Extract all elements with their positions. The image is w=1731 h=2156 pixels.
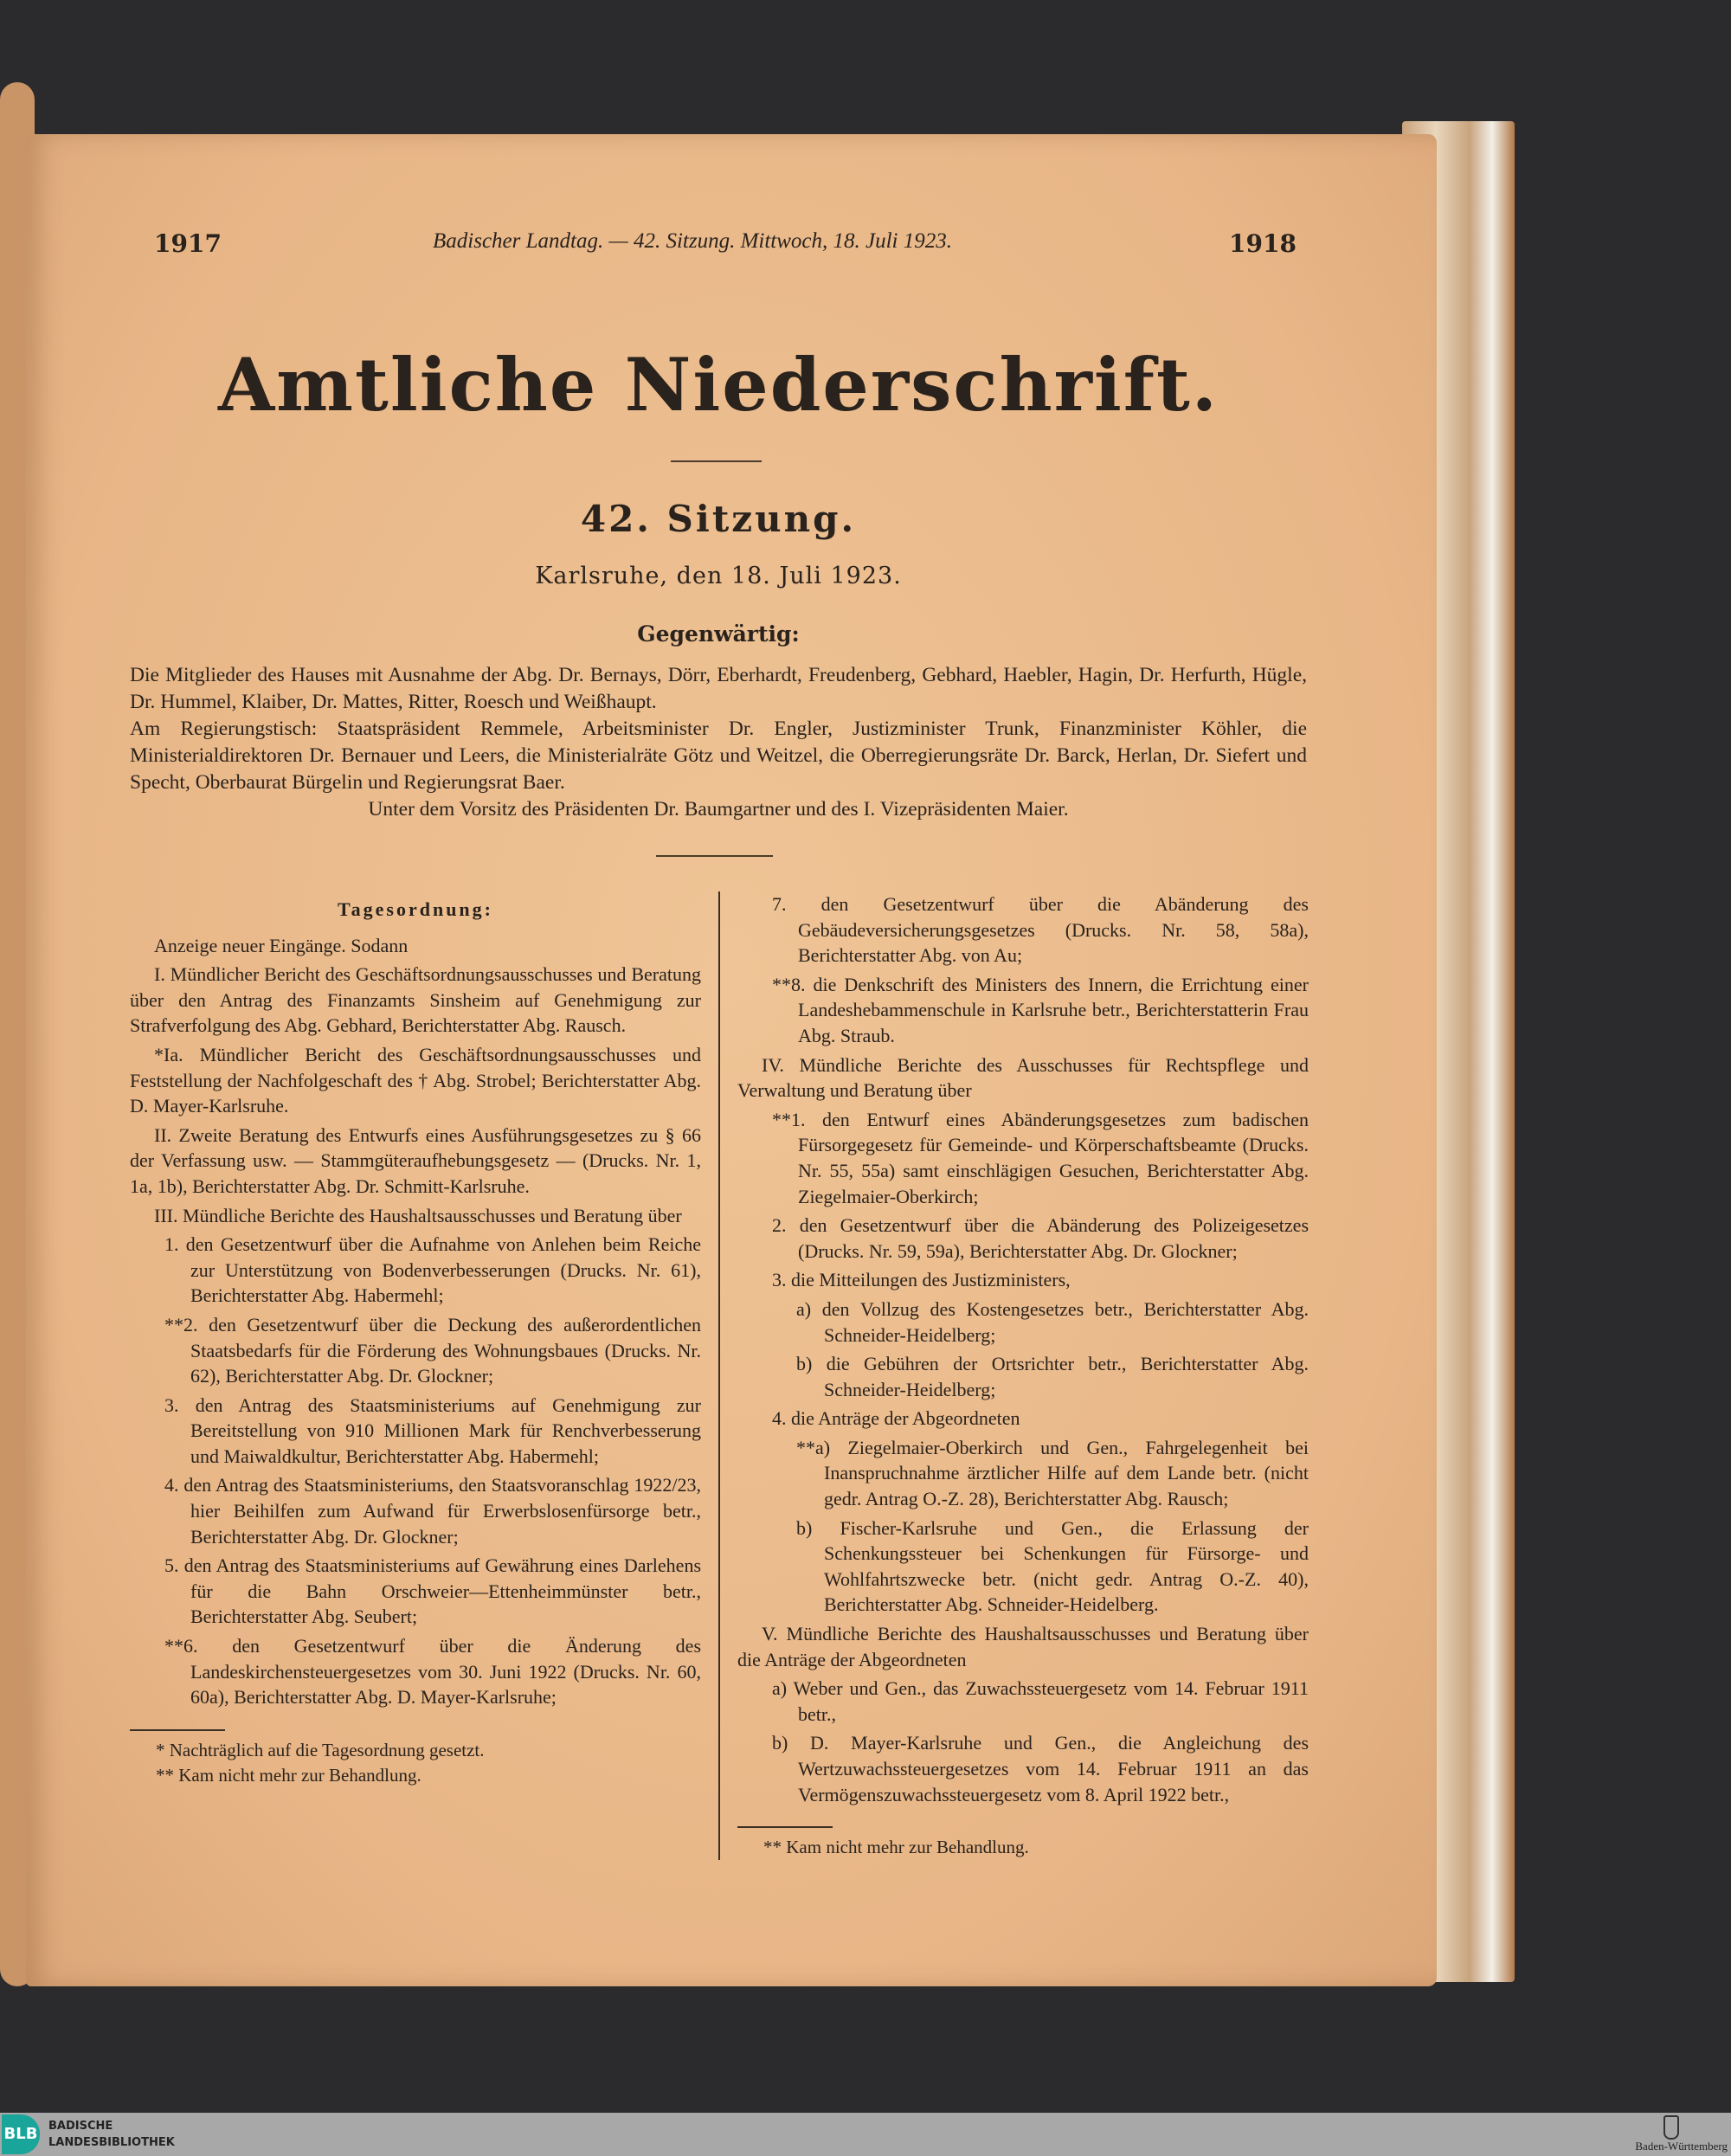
item-text: den Gesetzentwurf über die Deckung des außerordentlichen Staatsbedarfs für die Förderung des Wohnungsbaues (Drucks. Nr. 62), Berichterstatter Abg. Dr. Glockner; — [190, 1313, 701, 1387]
item-text: III. Mündliche Berichte des Haushaltsausschusses und Beratung über — [154, 1204, 682, 1226]
item-marker: a) — [772, 1677, 788, 1700]
item-text: die Anträge der Abgeordneten — [791, 1407, 1020, 1430]
divider — [671, 460, 762, 462]
agenda-item — [737, 1107, 1309, 1209]
item-text: Anzeige neuer Eingänge. Sodann — [154, 934, 409, 956]
agenda-item — [737, 1730, 1309, 1807]
attendance-members: Die Mitglieder des Hauses mit Ausnahme der Abg. Dr. Bernays, Dörr, Eberhardt, Freudenberg, Gebhard, Haebler, Hagin, Dr. Herfurth, Hügle, Dr. Hummel, Klaiber, Dr. Mattes, Ritter, Roesch und Weißhaupt. — [130, 664, 1307, 713]
state-label: Baden-Württemberg — [1635, 2140, 1728, 2153]
page-number-right: 1918 — [1229, 229, 1297, 258]
blb-logo: BLB — [2, 2114, 40, 2154]
item-text: den Antrag des Staatsministeriums auf Genehmigung zur Bereitstellung von 910 Millionen Mark für Renchverbesserung und Maiwaldkultur, Berichterstatter Abg. Habermehl; — [190, 1393, 702, 1467]
item-text: IV. Mündliche Berichte des Ausschusses für Rechtspflege und Verwaltung und Beratung über — [737, 1053, 1309, 1102]
agenda-item — [130, 1393, 701, 1470]
item-text: V. Mündliche Berichte des Haushaltsausschusses und Beratung über die Anträge der Abgeordneten — [737, 1623, 1309, 1670]
item-marker: 3. — [772, 1269, 787, 1291]
item-marker: **8. — [772, 973, 806, 995]
agenda-item — [737, 1297, 1309, 1348]
agenda-item — [130, 1312, 701, 1389]
item-marker: **a) — [796, 1436, 831, 1458]
agenda-heading — [130, 897, 701, 923]
item-text: Tagesordnung: — [337, 898, 493, 920]
item-marker: 5. — [164, 1554, 179, 1577]
agenda-item — [737, 1621, 1309, 1672]
agenda-item — [737, 1676, 1309, 1727]
item-marker: b) — [772, 1732, 788, 1754]
item-marker: b) — [796, 1353, 813, 1375]
item-text: den Antrag des Staatsministeriums, den Staatsvoranschlag 1922/23, hier Beihilfen zum Aufwand für Erwerbslosenfürsorge betr., Berichterstatter Abg. Dr. Glockner; — [183, 1474, 702, 1548]
item-marker: 7. — [772, 893, 787, 915]
attendance-government: Am Regierungstisch: Staatspräsident Remmele, Arbeitsminister Dr. Engler, Justizminister Trunk, Finanzminister Köhler, die Ministerialdirektoren Dr. Bernauer und Leers, die Ministerialräte Götz und Weitzel, die Oberregierungsräte Dr. Barck, Herlan, Dr. Siefert und Specht, Oberbaurat Bürgelin und Regierungsrat Baer. — [130, 718, 1307, 794]
agenda-item — [737, 1213, 1309, 1264]
running-head: Badischer Landtag. — 42. Sitzung. Mittwoch, 18. Juli 1923. — [433, 229, 952, 253]
footer-bar — [0, 2113, 1731, 2156]
right-column — [718, 891, 1309, 1860]
item-marker: b) — [796, 1516, 813, 1539]
item-text: II. Zweite Beratung des Entwurfs eines Ausführungsgesetzes zu § 66 der Verfassung usw. — Stammgüteraufhebungsgesetz — (Drucks. Nr. 1, 1a, 1b), Berichterstatter Abg. Dr. Schmitt-Karlsruhe. — [130, 1123, 701, 1197]
item-marker: 3. — [164, 1393, 179, 1416]
place-date: Karlsruhe, den 18. Juli 1923. — [535, 563, 902, 589]
agenda-item — [130, 1203, 701, 1229]
item-text: den Vollzug des Kostengesetzes betr., Berichterstatter Abg. Schneider-Heidelberg; — [821, 1297, 1309, 1346]
agenda-item — [737, 1516, 1309, 1618]
left-column-items — [130, 891, 701, 1714]
divider — [656, 855, 773, 857]
item-text: den Antrag des Staatsministeriums auf Gewährung eines Darlehens für die Bahn Orschweier—Ettenheimmünster betr., Berichterstatter Abg. Seubert; — [183, 1554, 701, 1628]
item-text: die Gebühren der Ortsrichter betr., Berichterstatter Abg. Schneider-Heidelberg; — [824, 1353, 1309, 1400]
coat-of-arms-icon — [1663, 2115, 1679, 2140]
agenda-item — [130, 1123, 701, 1200]
agenda-item — [737, 972, 1309, 1049]
agenda-item — [737, 1052, 1309, 1104]
page-number-left: 1917 — [154, 229, 222, 258]
item-marker: 4. — [772, 1407, 787, 1430]
right-footnotes — [737, 1826, 1309, 1860]
item-marker: **6. — [164, 1635, 198, 1657]
agenda-item — [737, 1435, 1309, 1512]
agenda-columns — [130, 891, 1309, 1860]
footnote: * Nachträglich auf die Tagesordnung gesetzt. — [156, 1739, 485, 1760]
library-name — [48, 2118, 175, 2151]
item-text: Weber und Gen., das Zuwachssteuergesetz vom 14. Februar 1911 betr., — [793, 1677, 1309, 1725]
agenda-item — [737, 1267, 1309, 1293]
left-column — [130, 891, 718, 1860]
attendance-chair: Unter dem Vorsitz des Präsidenten Dr. Baumgartner und des I. Vizepräsidenten Maier. — [368, 798, 1069, 821]
agenda-item — [130, 933, 701, 959]
session-heading: 42. Sitzung. — [580, 498, 857, 540]
present-heading: Gegenwärtig: — [637, 621, 800, 647]
footnote-rule — [737, 1826, 833, 1828]
library-name-line1: BADISCHE — [48, 2120, 113, 2133]
item-marker: **1. — [772, 1108, 806, 1130]
item-text: I. Mündlicher Bericht des Geschäftsordnungsausschusses und Beratung über den Antrag des Finanzamts Sinsheim auf Genehmigung zur Strafverfolgung des Abg. Gebhard, Berichterstatter Abg. Rausch. — [130, 963, 701, 1037]
item-text: den Gesetzentwurf über die Änderung des Landeskirchensteuergesetzes vom 30. Juni 1922 (Drucks. Nr. 60, 60a), Berichterstatter Abg. D. Mayer-Karlsruhe; — [190, 1635, 702, 1709]
item-text: Fischer-Karlsruhe und Gen., die Erlassung der Schenkungssteuer bei Schenkungen für Fürsorge- und Wohlfahrtszwecke betr. (nicht gedr. Antrag O.-Z. 40), Berichterstatter Abg. Schneider-Heidelberg. — [824, 1516, 1310, 1616]
agenda-item — [130, 1553, 701, 1630]
footnote-rule — [130, 1729, 225, 1731]
item-text: Ziegelmaier-Oberkirch und Gen., Fahrgelegenheit bei Inanspruchnahme ärztlicher Hilfe auf dem Lande betr. (nicht gedr. Antrag O.-Z. 28), Berichterstatter Abg. Rausch; — [824, 1436, 1309, 1510]
right-column-items — [737, 891, 1309, 1811]
item-marker: 1. — [164, 1233, 179, 1256]
item-text: den Gesetzentwurf über die Abänderung des Polizeigesetzes (Drucks. Nr. 59, 59a), Berichterstatter Abg. Dr. Glockner; — [798, 1214, 1310, 1262]
item-marker: 4. — [164, 1474, 179, 1496]
footnote: ** Kam nicht mehr zur Behandlung. — [763, 1837, 1029, 1858]
item-text: den Gesetzentwurf über die Aufnahme von Anlehen beim Reiche zur Unterstützung von Bodenverbesserungen (Drucks. Nr. 61), Berichterstatter Abg. Habermehl; — [185, 1233, 702, 1307]
library-name-line2: LANDESBIBLIOTHEK — [48, 2136, 175, 2149]
agenda-item — [130, 1042, 701, 1119]
item-text: den Entwurf eines Abänderungsgesetzes zum badischen Fürsorgegesetz für Gemeinde- und Körperschaftsbeamte (Drucks. Nr. 55, 55a) samt einschlägigen Gesuchen, Berichterstatter Abg. Ziegelmaier-Oberkirch; — [798, 1108, 1310, 1207]
attendance-block — [130, 662, 1307, 823]
agenda-item — [130, 1232, 701, 1309]
item-marker: **2. — [164, 1313, 198, 1335]
item-text: den Gesetzentwurf über die Abänderung des Gebäudeversicherungsgesetzes (Drucks. Nr. 58, 58a), Berichterstatter Abg. von Au; — [798, 893, 1309, 967]
left-footnotes — [130, 1729, 701, 1788]
agenda-item — [130, 962, 701, 1039]
item-text: die Denkschrift des Ministers des Innern, die Errichtung einer Landeshebammenschule in Karlsruhe betr., Berichterstatterin Frau Abg. Straub. — [798, 973, 1310, 1046]
agenda-item — [737, 1406, 1309, 1432]
item-text: D. Mayer-Karlsruhe und Gen., die Angleichung des Wertzuwachssteuergesetzes vom 14. Februar 1911 an das Vermögenszuwachssteuergesetz vom 8. April 1922 betr., — [798, 1732, 1310, 1805]
item-text: die Mitteilungen des Justizministers, — [791, 1269, 1071, 1291]
item-marker: a) — [796, 1297, 812, 1320]
footnote: ** Kam nicht mehr zur Behandlung. — [156, 1764, 421, 1786]
item-marker: 2. — [772, 1214, 787, 1237]
document-title: Amtliche Niederschrift. — [217, 342, 1219, 428]
agenda-item — [130, 1633, 701, 1710]
item-text: *Ia. Mündlicher Bericht des Geschäftsordnungsausschusses und Feststellung der Nachfolgeschaft des † Abg. Strobel; Berichterstatter Abg. D. Mayer-Karlsruhe. — [130, 1043, 701, 1117]
agenda-item — [130, 1472, 701, 1549]
agenda-item — [737, 891, 1309, 969]
agenda-item — [737, 1351, 1309, 1402]
